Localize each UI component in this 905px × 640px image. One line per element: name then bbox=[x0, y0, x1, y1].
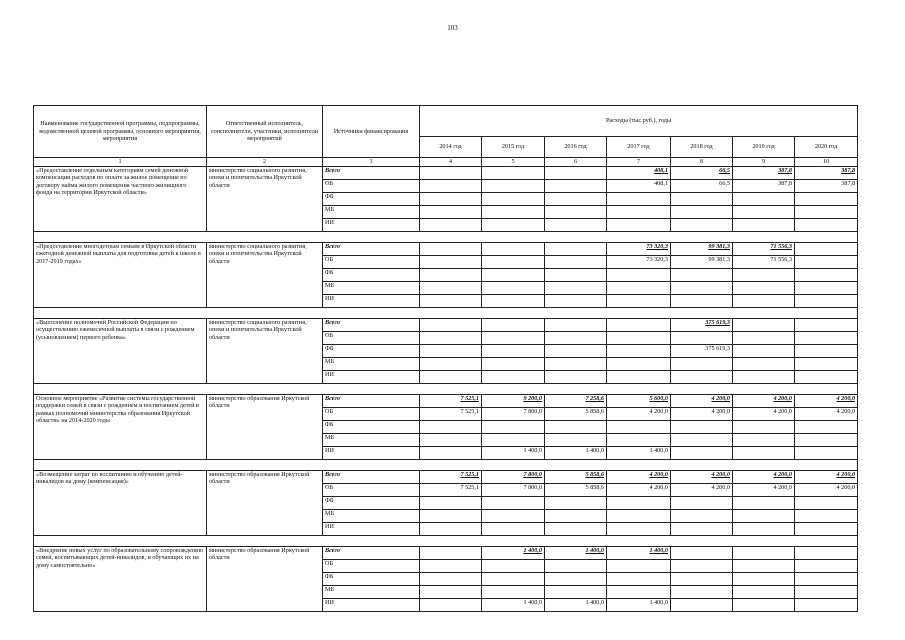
expense-value bbox=[420, 523, 482, 536]
expenses-table bbox=[33, 105, 858, 612]
expense-value: 387,8 bbox=[795, 167, 858, 180]
header-column-number: 8 bbox=[671, 158, 733, 167]
expense-value bbox=[733, 206, 795, 219]
expense-value bbox=[671, 447, 733, 460]
expense-value bbox=[607, 586, 671, 599]
expense-value: 4 200,0 bbox=[795, 484, 858, 497]
table-row bbox=[34, 243, 858, 256]
expense-value bbox=[545, 434, 607, 447]
expense-value bbox=[420, 371, 482, 384]
expense-value bbox=[795, 332, 858, 345]
page-number: 103 bbox=[447, 24, 458, 32]
expense-value bbox=[545, 523, 607, 536]
table-row bbox=[34, 319, 858, 332]
expense-value: 387,8 bbox=[795, 180, 858, 193]
expense-value: 375 619,3 bbox=[671, 345, 733, 358]
funding-source: МБ bbox=[323, 206, 420, 219]
funding-source: ОБ bbox=[323, 408, 420, 421]
expense-value bbox=[795, 358, 858, 371]
expense-value bbox=[545, 371, 607, 384]
expense-value bbox=[607, 434, 671, 447]
expense-value bbox=[795, 523, 858, 536]
funding-source: ФБ bbox=[323, 421, 420, 434]
funding-source: ИИ bbox=[323, 523, 420, 536]
expense-value bbox=[482, 586, 545, 599]
header-column-number: 10 bbox=[795, 158, 858, 167]
expense-value: 4 200,0 bbox=[671, 471, 733, 484]
expense-value bbox=[420, 180, 482, 193]
expense-value: 4 200,0 bbox=[795, 471, 858, 484]
expense-value: 4 200,0 bbox=[733, 408, 795, 421]
expense-value bbox=[607, 332, 671, 345]
expense-value bbox=[795, 573, 858, 586]
expense-value: 66,5 bbox=[671, 180, 733, 193]
expense-value bbox=[671, 332, 733, 345]
funding-source: Всего bbox=[323, 547, 420, 560]
expense-value bbox=[482, 319, 545, 332]
expense-value bbox=[545, 282, 607, 295]
expense-value bbox=[795, 599, 858, 612]
expense-value bbox=[671, 573, 733, 586]
expense-value bbox=[607, 358, 671, 371]
expense-value bbox=[795, 219, 858, 232]
expense-value bbox=[795, 256, 858, 269]
expense-value bbox=[420, 295, 482, 308]
expense-value bbox=[733, 523, 795, 536]
expense-value: 9 200,0 bbox=[482, 395, 545, 408]
expense-value bbox=[545, 358, 607, 371]
expense-value: 5 858,6 bbox=[545, 471, 607, 484]
expense-value bbox=[607, 510, 671, 523]
expense-value: 1 400,0 bbox=[607, 447, 671, 460]
expense-value: 4 200,0 bbox=[795, 395, 858, 408]
expense-value: 71 556,3 bbox=[733, 256, 795, 269]
expense-value bbox=[545, 193, 607, 206]
expense-value: 7 800,0 bbox=[482, 408, 545, 421]
program-name: «Возмещение затрат по воспитанию и обучению детей-инвалидов на дому (компенсация)» bbox=[34, 471, 207, 536]
expense-value bbox=[607, 319, 671, 332]
expense-value bbox=[545, 167, 607, 180]
expense-value bbox=[795, 206, 858, 219]
expense-value bbox=[795, 447, 858, 460]
expense-value bbox=[482, 371, 545, 384]
expense-value bbox=[545, 319, 607, 332]
expense-value: 387,8 bbox=[733, 167, 795, 180]
expense-value bbox=[607, 219, 671, 232]
expense-value: 5 858,6 bbox=[545, 484, 607, 497]
expense-value: 4 200,0 bbox=[671, 484, 733, 497]
expense-value bbox=[607, 573, 671, 586]
header-year: 2015 год bbox=[482, 137, 545, 158]
funding-source: ФБ bbox=[323, 269, 420, 282]
expense-value: 1 400,0 bbox=[482, 547, 545, 560]
header-column-number: 5 bbox=[482, 158, 545, 167]
expense-value: 387,8 bbox=[733, 180, 795, 193]
expense-value: 4 200,0 bbox=[795, 408, 858, 421]
funding-source: ФБ bbox=[323, 345, 420, 358]
expense-value bbox=[420, 256, 482, 269]
expense-value: 4 200,0 bbox=[733, 395, 795, 408]
expense-value bbox=[795, 193, 858, 206]
expense-value bbox=[795, 371, 858, 384]
funding-source: ИИ bbox=[323, 219, 420, 232]
expense-value bbox=[545, 421, 607, 434]
expense-value bbox=[420, 206, 482, 219]
expense-value bbox=[420, 167, 482, 180]
header-column-number: 9 bbox=[733, 158, 795, 167]
funding-source: Всего bbox=[323, 319, 420, 332]
header-column-number: 1 bbox=[34, 158, 207, 167]
expense-value: 5 858,6 bbox=[545, 408, 607, 421]
block-separator bbox=[34, 384, 858, 395]
expense-value bbox=[607, 560, 671, 573]
expense-value bbox=[671, 295, 733, 308]
block-separator bbox=[34, 460, 858, 471]
expense-value bbox=[482, 421, 545, 434]
expense-value bbox=[607, 497, 671, 510]
expense-value bbox=[607, 295, 671, 308]
block-separator bbox=[34, 308, 858, 319]
funding-source: ИИ bbox=[323, 447, 420, 460]
funding-source: МБ bbox=[323, 586, 420, 599]
expense-value: 73 320,3 bbox=[607, 243, 671, 256]
header-column-number: 3 bbox=[323, 158, 420, 167]
executor: министерство социального развития, опеки и попечительства Иркутской области bbox=[207, 167, 323, 232]
expense-value bbox=[733, 282, 795, 295]
expense-value bbox=[671, 421, 733, 434]
expense-value bbox=[671, 219, 733, 232]
expense-value bbox=[733, 319, 795, 332]
funding-source: ИИ bbox=[323, 599, 420, 612]
expense-value bbox=[795, 434, 858, 447]
funding-source: МБ bbox=[323, 282, 420, 295]
executor: министерство образования Иркутской области bbox=[207, 395, 323, 460]
expense-value bbox=[671, 434, 733, 447]
expense-value bbox=[733, 560, 795, 573]
expense-value: 7 800,0 bbox=[482, 471, 545, 484]
funding-source: Всего bbox=[323, 471, 420, 484]
expense-value bbox=[733, 371, 795, 384]
header-year: 2017 год bbox=[607, 137, 671, 158]
expense-value bbox=[545, 345, 607, 358]
expense-value: 1 400,0 bbox=[607, 599, 671, 612]
expense-value bbox=[482, 295, 545, 308]
expense-value: 4 200,0 bbox=[607, 471, 671, 484]
funding-source: ФБ bbox=[323, 573, 420, 586]
expense-value bbox=[420, 510, 482, 523]
executor: министерство образования Иркутской области bbox=[207, 547, 323, 612]
funding-source: ОБ bbox=[323, 256, 420, 269]
expense-value bbox=[607, 371, 671, 384]
header-column-number: 6 bbox=[545, 158, 607, 167]
expense-value bbox=[733, 434, 795, 447]
expense-value bbox=[733, 219, 795, 232]
expense-value: 1 400,0 bbox=[482, 599, 545, 612]
expense-value bbox=[733, 269, 795, 282]
expense-value bbox=[607, 345, 671, 358]
expense-value bbox=[420, 547, 482, 560]
funding-source: ФБ bbox=[323, 497, 420, 510]
expense-value bbox=[795, 586, 858, 599]
expense-value bbox=[545, 219, 607, 232]
table-row bbox=[34, 167, 858, 180]
expense-value bbox=[420, 193, 482, 206]
header-year: 2018 год bbox=[671, 137, 733, 158]
expense-value: 7 525,1 bbox=[420, 471, 482, 484]
expense-value bbox=[795, 421, 858, 434]
expense-value bbox=[795, 282, 858, 295]
expense-value bbox=[795, 497, 858, 510]
expense-value: 7 525,1 bbox=[420, 408, 482, 421]
expense-value bbox=[795, 547, 858, 560]
expense-value bbox=[607, 523, 671, 536]
expense-value bbox=[420, 269, 482, 282]
expense-value bbox=[420, 358, 482, 371]
expense-value bbox=[733, 497, 795, 510]
expense-value bbox=[733, 510, 795, 523]
expense-value bbox=[482, 332, 545, 345]
block-separator bbox=[34, 232, 858, 243]
expense-value bbox=[733, 358, 795, 371]
expense-value bbox=[795, 319, 858, 332]
expense-value bbox=[482, 345, 545, 358]
program-name: «Внедрение новых услуг по образовательному сопровождению семей, воспитывающих детей-инвалидов, и обучающих их на дому самостоятельно» bbox=[34, 547, 207, 612]
expense-value: 4 200,0 bbox=[733, 484, 795, 497]
expense-value: 4 200,0 bbox=[607, 484, 671, 497]
expense-value bbox=[733, 421, 795, 434]
expense-value: 375 619,3 bbox=[671, 319, 733, 332]
expense-value bbox=[671, 586, 733, 599]
expense-value: 7 800,0 bbox=[482, 484, 545, 497]
executor: министерство образования Иркутской области bbox=[207, 471, 323, 536]
expense-value bbox=[733, 193, 795, 206]
expense-value bbox=[420, 586, 482, 599]
expense-value bbox=[671, 282, 733, 295]
expense-value bbox=[733, 547, 795, 560]
expense-value bbox=[420, 319, 482, 332]
expense-value: 7 525,1 bbox=[420, 484, 482, 497]
expense-value: 1 400,0 bbox=[482, 447, 545, 460]
expense-value bbox=[671, 523, 733, 536]
header-program: Наименование государственной программы, подпрограммы, ведомственной целевой программы, основного мероприятия, мероприятия bbox=[34, 106, 207, 158]
expense-value bbox=[733, 573, 795, 586]
funding-source: ОБ bbox=[323, 332, 420, 345]
expense-value bbox=[733, 295, 795, 308]
expense-value bbox=[482, 243, 545, 256]
header-column-number: 7 bbox=[607, 158, 671, 167]
expense-value bbox=[671, 206, 733, 219]
expense-value bbox=[795, 560, 858, 573]
expense-value bbox=[545, 256, 607, 269]
funding-source: Всего bbox=[323, 167, 420, 180]
expense-value bbox=[420, 219, 482, 232]
expense-value bbox=[795, 269, 858, 282]
expense-value: 4 200,0 bbox=[733, 471, 795, 484]
expense-value bbox=[545, 206, 607, 219]
expense-value bbox=[482, 180, 545, 193]
expense-value bbox=[671, 560, 733, 573]
expense-value bbox=[607, 282, 671, 295]
expense-value: 4 200,0 bbox=[607, 408, 671, 421]
expense-value bbox=[671, 193, 733, 206]
expense-value bbox=[545, 510, 607, 523]
expense-value: 1 400,0 bbox=[545, 599, 607, 612]
expense-value: 71 556,3 bbox=[733, 243, 795, 256]
expense-value bbox=[733, 447, 795, 460]
header-year: 2020 год bbox=[795, 137, 858, 158]
expense-value bbox=[420, 243, 482, 256]
expense-value bbox=[482, 167, 545, 180]
funding-source: ИИ bbox=[323, 371, 420, 384]
funding-source: ОБ bbox=[323, 180, 420, 193]
header-year: 2019 год bbox=[733, 137, 795, 158]
expense-value bbox=[420, 421, 482, 434]
expense-value bbox=[733, 586, 795, 599]
expense-value bbox=[420, 434, 482, 447]
funding-source: ОБ bbox=[323, 560, 420, 573]
funding-source: Всего bbox=[323, 243, 420, 256]
expense-value bbox=[607, 421, 671, 434]
expense-value bbox=[545, 269, 607, 282]
expense-value bbox=[671, 358, 733, 371]
expense-value bbox=[671, 269, 733, 282]
expense-value bbox=[671, 599, 733, 612]
expense-value bbox=[420, 497, 482, 510]
header-expenses: Расходы (тыс.руб.), годы bbox=[420, 106, 858, 137]
expense-value bbox=[420, 560, 482, 573]
expense-value bbox=[545, 497, 607, 510]
expense-value bbox=[545, 560, 607, 573]
expense-value: 7 258,6 bbox=[545, 395, 607, 408]
expense-value bbox=[482, 358, 545, 371]
funding-source: МБ bbox=[323, 434, 420, 447]
block-separator bbox=[34, 536, 858, 547]
program-name: «Предоставление многодетным семьям в Иркутской области ежегодной денежной выплаты для подготовки детей к школе в 2017-2019 годах» bbox=[34, 243, 207, 308]
expense-value bbox=[482, 256, 545, 269]
expense-value bbox=[607, 193, 671, 206]
expense-value bbox=[671, 497, 733, 510]
expense-value bbox=[420, 573, 482, 586]
expense-value: 7 525,1 bbox=[420, 395, 482, 408]
expense-value: 4 200,0 bbox=[671, 395, 733, 408]
funding-source: ФБ bbox=[323, 193, 420, 206]
expense-value bbox=[420, 599, 482, 612]
program-name: «Предоставление отдельным категориям семей денежной компенсации расходов по оплате за жилое помещение по договору найма жилого помещения частного жилищного фонда на территории Иркутской области» bbox=[34, 167, 207, 232]
header-executor: Ответственный исполнитель, соисполнители, участники, исполнители мероприятий bbox=[207, 106, 323, 158]
funding-source: ИИ bbox=[323, 295, 420, 308]
expense-value bbox=[671, 547, 733, 560]
executor: министерство социального развития, опеки и попечительства Иркутской области bbox=[207, 243, 323, 308]
expense-value: 1 400,0 bbox=[545, 447, 607, 460]
expense-value bbox=[420, 345, 482, 358]
table-row bbox=[34, 547, 858, 560]
expense-value bbox=[482, 206, 545, 219]
expense-value bbox=[420, 282, 482, 295]
expense-value bbox=[545, 243, 607, 256]
expense-value bbox=[733, 345, 795, 358]
program-name: «Выполнение полномочий Российской Федерации по осуществлению ежемесячной выплаты в связи с рождением (усыновлением) первого ребенка» bbox=[34, 319, 207, 384]
expense-value bbox=[482, 523, 545, 536]
expense-value bbox=[482, 193, 545, 206]
expense-value bbox=[482, 434, 545, 447]
expense-value bbox=[733, 599, 795, 612]
expense-value bbox=[482, 560, 545, 573]
funding-source: МБ bbox=[323, 510, 420, 523]
expense-value bbox=[482, 282, 545, 295]
expense-value: 5 600,0 bbox=[607, 395, 671, 408]
table-row bbox=[34, 395, 858, 408]
header-column-number: 4 bbox=[420, 158, 482, 167]
expense-value: 408,1 bbox=[607, 180, 671, 193]
expense-value bbox=[671, 371, 733, 384]
header-year: 2016 год bbox=[545, 137, 607, 158]
expense-value: 4 200,0 bbox=[671, 408, 733, 421]
expense-value: 66,5 bbox=[671, 167, 733, 180]
expense-value bbox=[482, 269, 545, 282]
expense-value bbox=[482, 510, 545, 523]
table-row bbox=[34, 471, 858, 484]
expense-value bbox=[545, 295, 607, 308]
funding-source: ОБ bbox=[323, 484, 420, 497]
header-column-number: 2 bbox=[207, 158, 323, 167]
funding-source: МБ bbox=[323, 358, 420, 371]
expense-value bbox=[795, 295, 858, 308]
expense-value bbox=[420, 447, 482, 460]
expense-value bbox=[733, 332, 795, 345]
expense-value bbox=[545, 180, 607, 193]
expense-value bbox=[795, 345, 858, 358]
expense-value bbox=[671, 510, 733, 523]
header-year: 2014 год bbox=[420, 137, 482, 158]
expense-value bbox=[545, 573, 607, 586]
expense-value bbox=[795, 243, 858, 256]
header-source: Источники финансирования bbox=[323, 106, 420, 158]
expense-value bbox=[482, 573, 545, 586]
expense-value bbox=[607, 269, 671, 282]
executor: министерство социального развития, опеки и попечительства Иркутской области bbox=[207, 319, 323, 384]
expense-value: 1 400,0 bbox=[607, 547, 671, 560]
expense-value: 99 381,3 bbox=[671, 256, 733, 269]
expense-value: 99 381,3 bbox=[671, 243, 733, 256]
expense-value bbox=[795, 510, 858, 523]
expense-value: 1 400,0 bbox=[545, 547, 607, 560]
expense-value bbox=[607, 206, 671, 219]
expense-value bbox=[482, 219, 545, 232]
expense-value bbox=[545, 586, 607, 599]
expense-value: 73 320,3 bbox=[607, 256, 671, 269]
expense-value: 408,1 bbox=[607, 167, 671, 180]
expense-value bbox=[482, 497, 545, 510]
funding-source: Всего bbox=[323, 395, 420, 408]
expense-value bbox=[545, 332, 607, 345]
expense-value bbox=[420, 332, 482, 345]
program-name: Основное мероприятие «Развитие системы государственной поддержки семей в связи с рождением и воспитанием детей в рамках полномочий министерства образования Иркутской области» на 2014-2020 годы bbox=[34, 395, 207, 460]
